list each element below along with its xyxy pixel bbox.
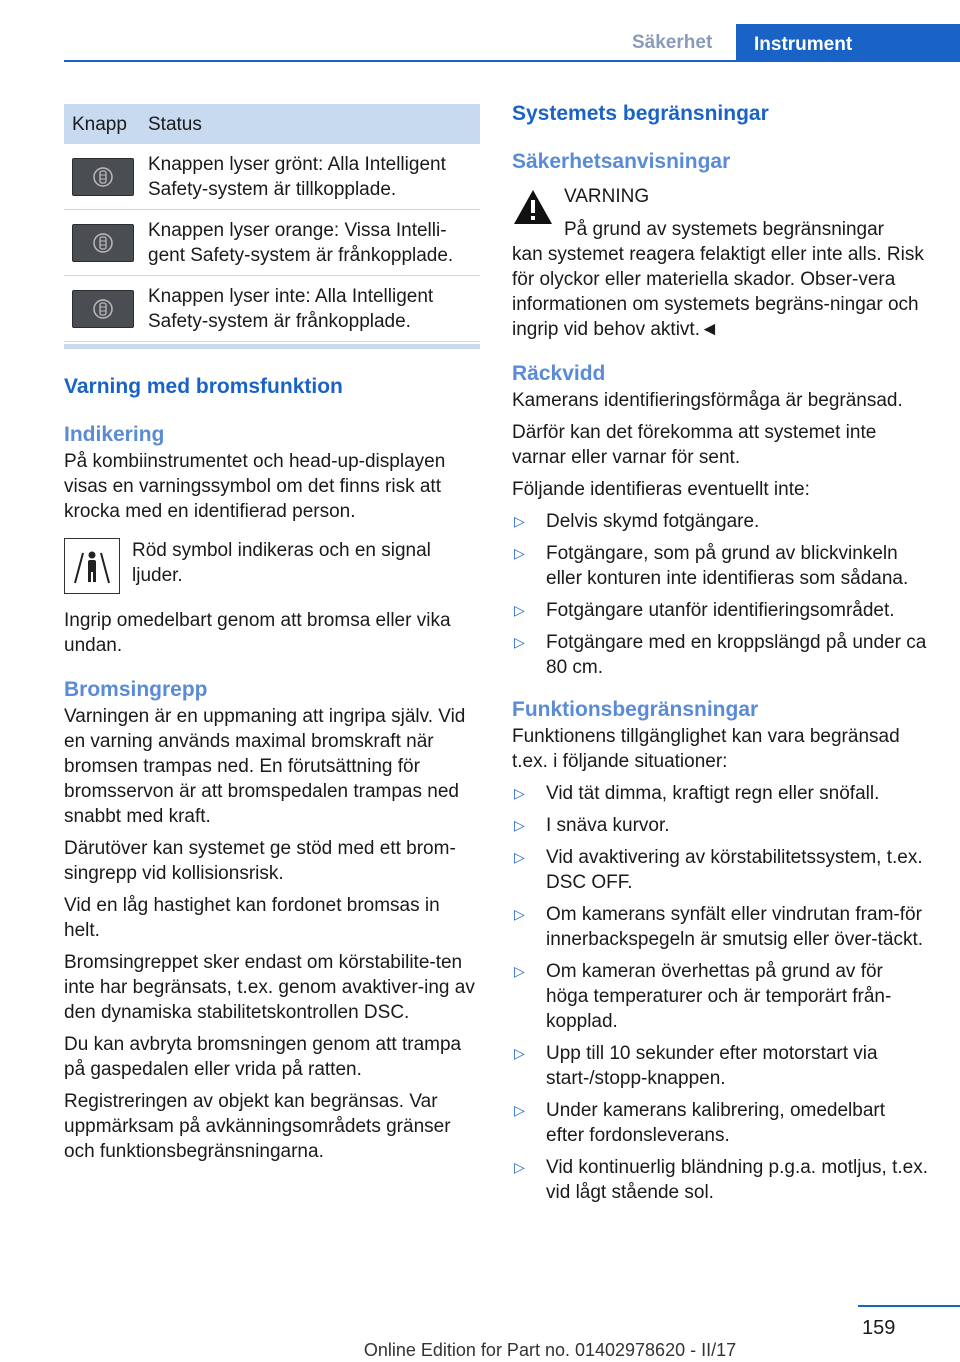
header-rule <box>64 60 960 62</box>
list-item: ▷ Fotgängare med en kroppslängd på under ca 80 cm. <box>514 632 927 678</box>
bullet-triangle-icon: ▷ <box>514 906 525 922</box>
list-item: ▷ Upp till 10 sekunder efter motorstart via start-/stopp-knappen. <box>514 1043 878 1089</box>
pedestrian-warning-block <box>64 538 480 594</box>
list-item: ▷ Vid tät dimma, kraftigt regn eller snöfall. <box>514 783 880 804</box>
bullet-triangle-icon: ▷ <box>514 817 525 833</box>
heading-system: Systemets begränsningar <box>512 102 769 125</box>
page-number-rule <box>858 1305 960 1307</box>
para-bromsingrepp-4: Bromsingreppet sker endast om körstabilite-ten inte har begränsats, t.ex. genom avaktiver-ing av den dynamiska stabilitetskontrollen DSC. <box>64 952 475 1023</box>
warning-block <box>512 184 928 342</box>
list-limitations <box>512 781 928 1205</box>
bullet-triangle-icon: ▷ <box>514 1159 525 1175</box>
bullet-triangle-icon: ▷ <box>514 963 525 979</box>
col-knapp: Knapp <box>72 113 127 135</box>
list-item: ▷ Vid kontinuerlig bländning p.g.a. motljus, t.ex. vid lågt stående sol. <box>514 1157 928 1203</box>
bullet-triangle-icon: ▷ <box>514 545 525 561</box>
para-bromsingrepp-5: Du kan avbryta bromsningen genom att trampa på gaspedalen eller vrida på ratten. <box>64 1034 462 1080</box>
para-rackvidd-3: Följande identifieras eventuellt inte: <box>512 479 810 500</box>
table-row <box>64 144 480 210</box>
para-funktion-1: Funktionens tillgänglighet kan vara begränsad t.ex. i följande situationer: <box>512 726 900 772</box>
row-status-text: Knappen lyser grönt: Alla Intelligent Safety-system är tillkopplade. <box>148 153 446 200</box>
bullet-triangle-icon: ▷ <box>514 849 525 865</box>
bullet-triangle-icon: ▷ <box>514 785 525 801</box>
list-item: ▷ Om kameran överhettas på grund av för höga temperaturer och är temporärt från-kopplad. <box>514 961 892 1032</box>
para-bromsingrepp-3: Vid en låg hastighet kan fordonet bromsas in helt. <box>64 895 440 941</box>
heading-indikering: Indikering <box>64 423 165 446</box>
page-number: 159 <box>862 1317 896 1339</box>
list-item: ▷ Delvis skymd fotgängare. <box>514 511 760 532</box>
list-item: ▷ Fotgängare utanför identifieringsområdet. <box>514 600 895 621</box>
bullet-triangle-icon: ▷ <box>514 634 525 650</box>
bullet-triangle-icon: ▷ <box>514 1102 525 1118</box>
table-header <box>64 104 480 144</box>
icon-description: Röd symbol indikeras och en signal ljuder. <box>132 540 431 586</box>
para-bromsingrepp-1: Varningen är en uppmaning att ingripa själv. Vid en varning används maximal bromskraft när bromsen trampas ned. En förutsättning för bromsservon är att bromspedalen trampas ned snabbt med kraft. <box>64 706 466 827</box>
status-table <box>64 104 480 349</box>
bullet-triangle-icon: ▷ <box>514 513 525 529</box>
row-status-text: Knappen lyser inte: Alla Intelligent Safety-system är frånkopplade. <box>148 285 434 332</box>
bullet-triangle-icon: ▷ <box>514 1045 525 1061</box>
warning-title: VARNING <box>564 186 650 207</box>
warning-first-line: På grund av systemets begränsningar <box>564 219 885 240</box>
intelligent-safety-button-icon <box>72 290 134 328</box>
table-row <box>64 210 480 276</box>
para-bromsingrepp-2: Därutöver kan systemet ge stöd med ett brom-singrepp vid kollisionsrisk. <box>64 838 456 884</box>
para-bromsingrepp-6: Registreringen av objekt kan begränsas. Var uppmärksam på avkänningsområdets gränser och funktionsbegränsningarna. <box>64 1091 451 1162</box>
para-indikering: På kombiinstrumentet och head-up-displayen visas en varningssymbol om det finns risk att krocka med en identifierad person. <box>64 451 446 522</box>
table-bottom-rule <box>64 344 480 349</box>
footer-edition: Online Edition for Part no. 01402978620 - II/17 <box>363 1340 737 1360</box>
list-item: ▷ Om kamerans synfält eller vindrutan fram-för innerbackspegeln är smutsig eller över-täckt. <box>514 904 924 950</box>
list-not-identified <box>512 509 928 680</box>
list-item: ▷ I snäva kurvor. <box>514 815 670 836</box>
col-status: Status <box>148 113 202 135</box>
list-item: ▷ Under kamerans kalibrering, omedelbart efter fordonsleverans. <box>514 1100 885 1146</box>
para-ingrip: Ingrip omedelbart genom att bromsa eller vika undan. <box>64 610 451 656</box>
heading-funktion: Funktionsbegränsningar <box>512 698 759 721</box>
right-column <box>512 100 928 1212</box>
heading-rackvidd: Räckvidd <box>512 362 606 385</box>
table-row <box>64 276 480 342</box>
bullet-triangle-icon: ▷ <box>514 602 525 618</box>
heading-sakerhet: Säkerhetsanvisningar <box>512 150 731 173</box>
heading-varning: Varning med bromsfunktion <box>64 375 343 398</box>
list-item: ▷ Fotgängare, som på grund av blickvinkeln eller konturen inte identifieras som sådana. <box>514 543 909 589</box>
row-status-text: Knappen lyser orange: Vissa Intelli-gent Safety-system är frånkopplade. <box>148 219 454 266</box>
heading-bromsingrepp: Bromsingrepp <box>64 678 208 701</box>
pedestrian-warning-icon <box>64 538 120 594</box>
para-rackvidd-1: Kamerans identifieringsförmåga är begränsad. <box>512 390 903 411</box>
warning-triangle-icon <box>512 188 554 233</box>
list-item: ▷ Vid avaktivering av körstabilitetssystem, t.ex. DSC OFF. <box>514 847 923 893</box>
intelligent-safety-button-icon <box>72 224 134 262</box>
para-rackvidd-2: Därför kan det förekomma att systemet inte varnar eller varnar för sent. <box>512 422 877 468</box>
intelligent-safety-button-icon <box>72 158 134 196</box>
left-column <box>64 104 480 1171</box>
header-section: Säkerhet <box>632 32 713 53</box>
header-chapter-tab: Instrument <box>736 24 960 62</box>
warning-text: kan systemet reagera felaktigt eller inte alls. Risk för olyckor eller materiella skador. Obser-vera informationen om systemets begräns-ningar och ingrip vid behov aktivt.◄ <box>512 244 924 340</box>
